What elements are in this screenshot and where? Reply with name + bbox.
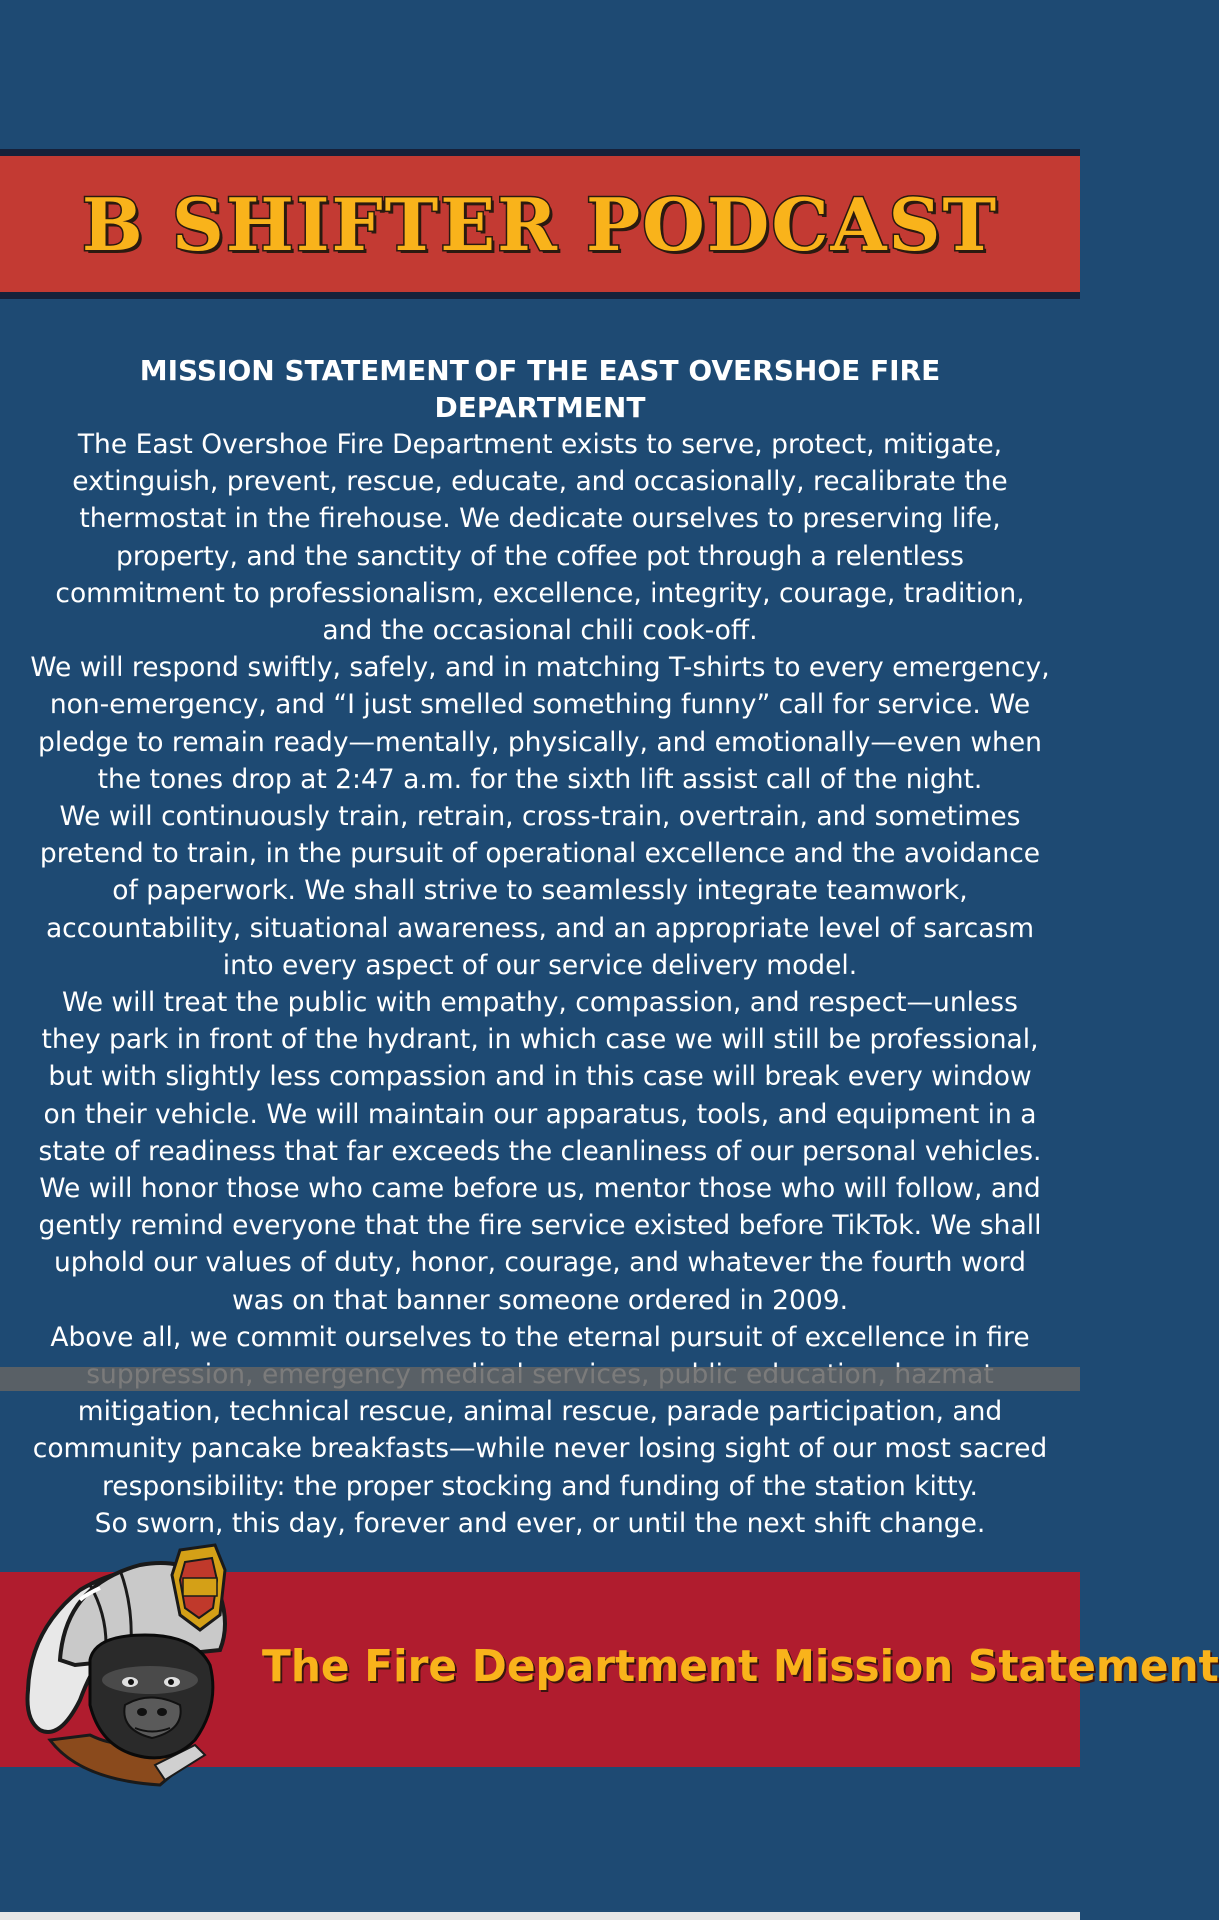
statement-paragraph: We will respond swiftly, safely, and in matching T-shirts to every emergency, non-emergency, and “I just smelled something funny” call for service. We pledge to remain ready—mentally, physically, and emotionally—even when the tones drop at 2:47 a.m. for the sixth lift assist call of the night. [30, 652, 1050, 795]
gorilla-firefighter-icon [20, 1540, 245, 1790]
mission-statement [30, 352, 1050, 1542]
statement-paragraph: We will continuously train, retrain, cross-train, overtrain, and sometimes pretend to train, in the pursuit of operational excellence and the avoidance of paperwork. We shall strive to seamlessly integrate teamwork, accountability, situational awareness, and an appropriate level of sarcasm into every aspect of our service delivery model. [39, 801, 1041, 981]
statement-heading: MISSION STATEMENT OF THE EAST OVERSHOE FIRE DEPARTMENT [139, 354, 941, 424]
statement-paragraph: Above all, we commit ourselves to the eternal pursuit of excellence in fire mitigation, technical rescue, animal rescue, parade participation, and community pancake breakfasts—while never losing sight of our most sacred responsibility: the proper stocking and funding of the station kitty. [32, 1321, 1048, 1502]
statement-paragraph: We will treat the public with empathy, compassion, and respect—unless they park in front of the hydrant, in which case we will still be professional, but with slightly less compassion and in this case will break every window on their vehicle. We will maintain our apparatus, tools, and equipment in a state of readiness that far exceeds the cleanliness of our personal vehicles. [38, 987, 1042, 1167]
top-banner [0, 149, 1080, 299]
podcast-title: B SHIFTER PODCAST [81, 181, 999, 267]
bottom-divider [0, 1912, 1080, 1920]
overlay-bar [0, 1367, 1080, 1391]
episode-title: The Fire Department Mission Statement [262, 1641, 1219, 1692]
statement-paragraph: We will honor those who came before us, mentor those who will follow, and gently remind everyone that the fire service existed before TikTok. We shall uphold our values of duty, honor, courage, and whatever the fourth word was on that banner someone ordered in 2009. [38, 1173, 1042, 1316]
statement-paragraph: The East Overshoe Fire Department exists to serve, protect, mitigate, extinguish, prevent, rescue, educate, and occasionally, recalibrate the thermostat in the firehouse. We dedicate ourselves to preserving life, property, and the sanctity of the coffee pot through a relentless commitment to professionalism, excellence, integrity, courage, tradition, and the occasional chili cook-off. [55, 429, 1025, 647]
statement-paragraph: So sworn, this day, forever and ever, or until the next shift change. [94, 1507, 986, 1539]
